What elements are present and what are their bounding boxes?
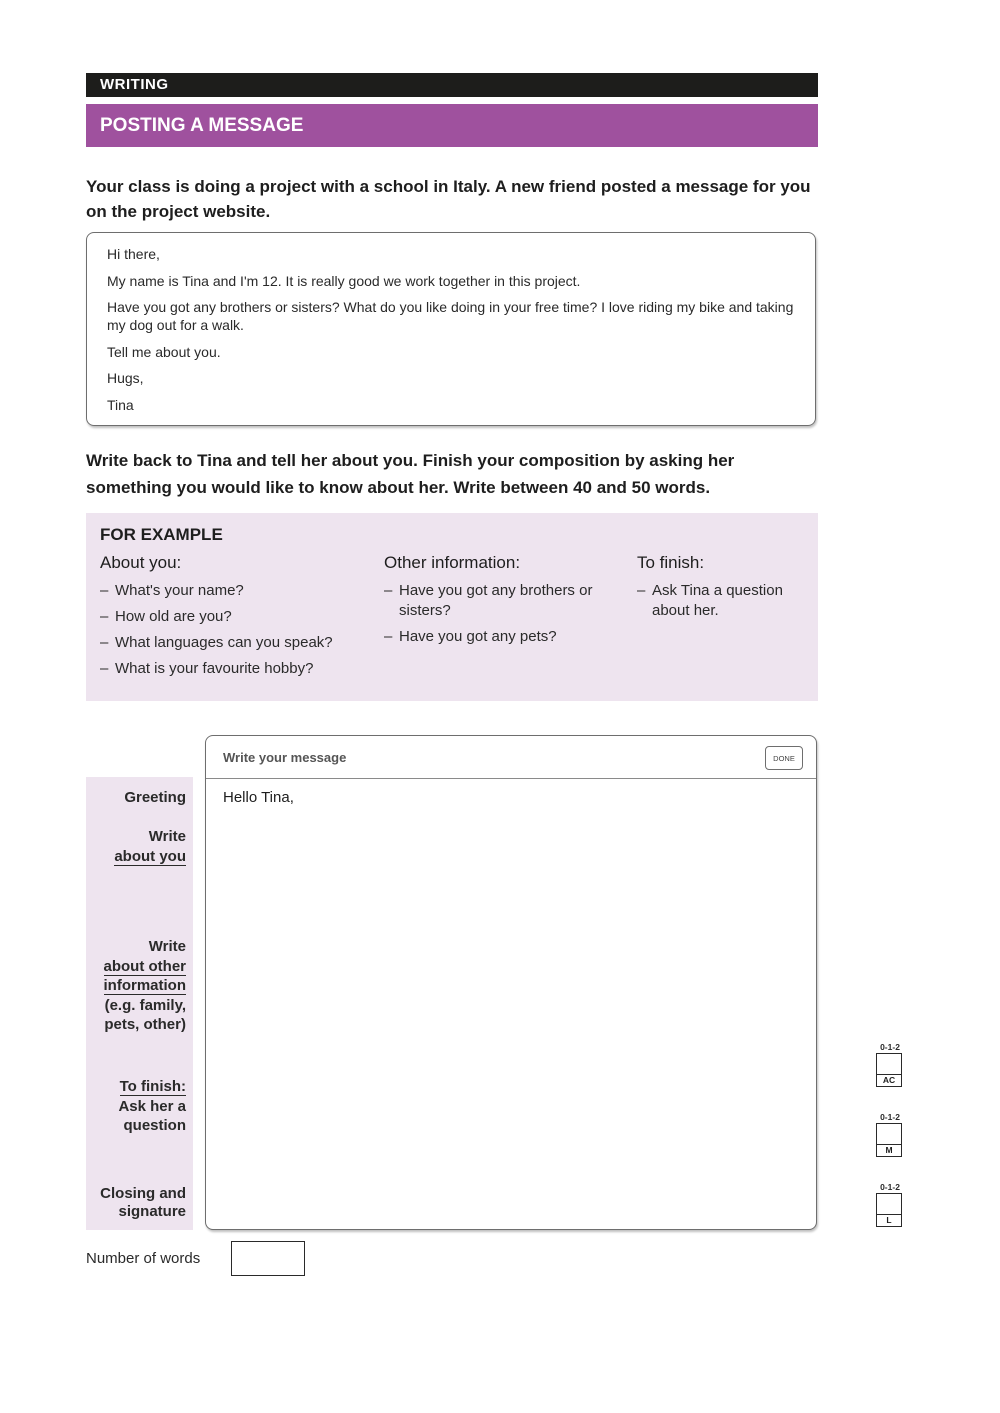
example-heading: About you:: [100, 553, 182, 572]
message-composer: [205, 735, 817, 1230]
example-column-to-finish: [637, 553, 812, 627]
example-column-other-info: [384, 553, 614, 653]
guide-text: question: [123, 1117, 186, 1134]
example-item: – Have you got any pets?: [384, 627, 614, 647]
page-title: POSTING A MESSAGE: [86, 104, 818, 147]
example-item: – What is your favourite hobby?: [100, 659, 370, 679]
example-item: – What languages can you speak?: [100, 633, 370, 653]
guide-text: pets, other): [104, 1016, 186, 1033]
guide-other-info: [104, 937, 187, 1035]
guide-text: information: [103, 977, 186, 994]
example-box: [86, 513, 818, 701]
example-item: – How old are you?: [100, 607, 370, 627]
message-line: Have you got any brothers or sisters? What do you like doing in your free time? I love riding my bike and taking my dog out for a walk.: [107, 299, 794, 333]
writing-guide: [86, 777, 193, 1230]
example-item: – Have you got any brothers or sisters?: [384, 581, 614, 621]
guide-text: Ask her a: [118, 1097, 186, 1115]
word-count-input[interactable]: [231, 1241, 305, 1276]
guide-text: signature: [118, 1203, 186, 1220]
score-field[interactable]: [876, 1053, 902, 1087]
guide-about-you: [114, 827, 186, 866]
score-range: 0-1-2: [880, 1182, 900, 1192]
score-code: L: [877, 1214, 901, 1226]
task-text: Write back to Tina and tell her about you. Finish your composition by asking her something you would like to know about her. Write between 40 and 50 words.: [86, 451, 735, 497]
example-title: FOR EXAMPLE: [100, 525, 223, 544]
score-box-l: [876, 1181, 904, 1227]
example-item: – Ask Tina a question about her.: [637, 581, 812, 621]
message-closing: Hugs,: [107, 370, 144, 386]
done-button[interactable]: DONE: [765, 746, 803, 770]
guide-closing: [100, 1185, 186, 1221]
guide-text: (e.g. family,: [104, 996, 186, 1014]
score-code: M: [877, 1144, 901, 1156]
guide-text: about you: [114, 847, 186, 865]
guide-text: Write: [148, 938, 186, 955]
guide-to-finish: [118, 1077, 186, 1136]
friend-message: [86, 232, 816, 426]
example-column-about-you: [100, 553, 370, 685]
message-line: Tell me about you.: [107, 343, 221, 360]
message-signature: Tina: [107, 396, 134, 413]
intro-text: Your class is doing a project with a school in Italy. A new friend posted a message for you on the project website.: [86, 177, 811, 221]
guide-text: Write: [148, 828, 186, 845]
score-field[interactable]: [876, 1123, 902, 1157]
message-greeting: Hi there,: [107, 246, 160, 262]
word-count-label: Number of words: [86, 1250, 201, 1267]
guide-text: Greeting: [124, 789, 186, 806]
guide-greeting: [124, 788, 186, 808]
score-range: 0-1-2: [880, 1042, 900, 1052]
guide-text: Closing and: [100, 1185, 186, 1202]
score-box-m: [876, 1111, 904, 1157]
example-item: – What's your name?: [100, 581, 370, 601]
guide-text: about other: [103, 957, 186, 975]
score-field[interactable]: [876, 1193, 902, 1227]
message-line: My name is Tina and I'm 12. It is really good we work together in this project.: [107, 272, 581, 289]
score-range: 0-1-2: [880, 1112, 900, 1122]
example-heading: To finish:: [637, 553, 705, 572]
composer-header: [206, 736, 816, 779]
composer-title: Write your message: [223, 750, 347, 765]
example-heading: Other information:: [384, 553, 521, 572]
guide-text: To finish:: [119, 1078, 186, 1095]
message-input[interactable]: [206, 779, 816, 1229]
section-header: WRITING: [86, 73, 818, 97]
score-box-ac: [876, 1041, 904, 1087]
score-code: AC: [877, 1074, 901, 1086]
